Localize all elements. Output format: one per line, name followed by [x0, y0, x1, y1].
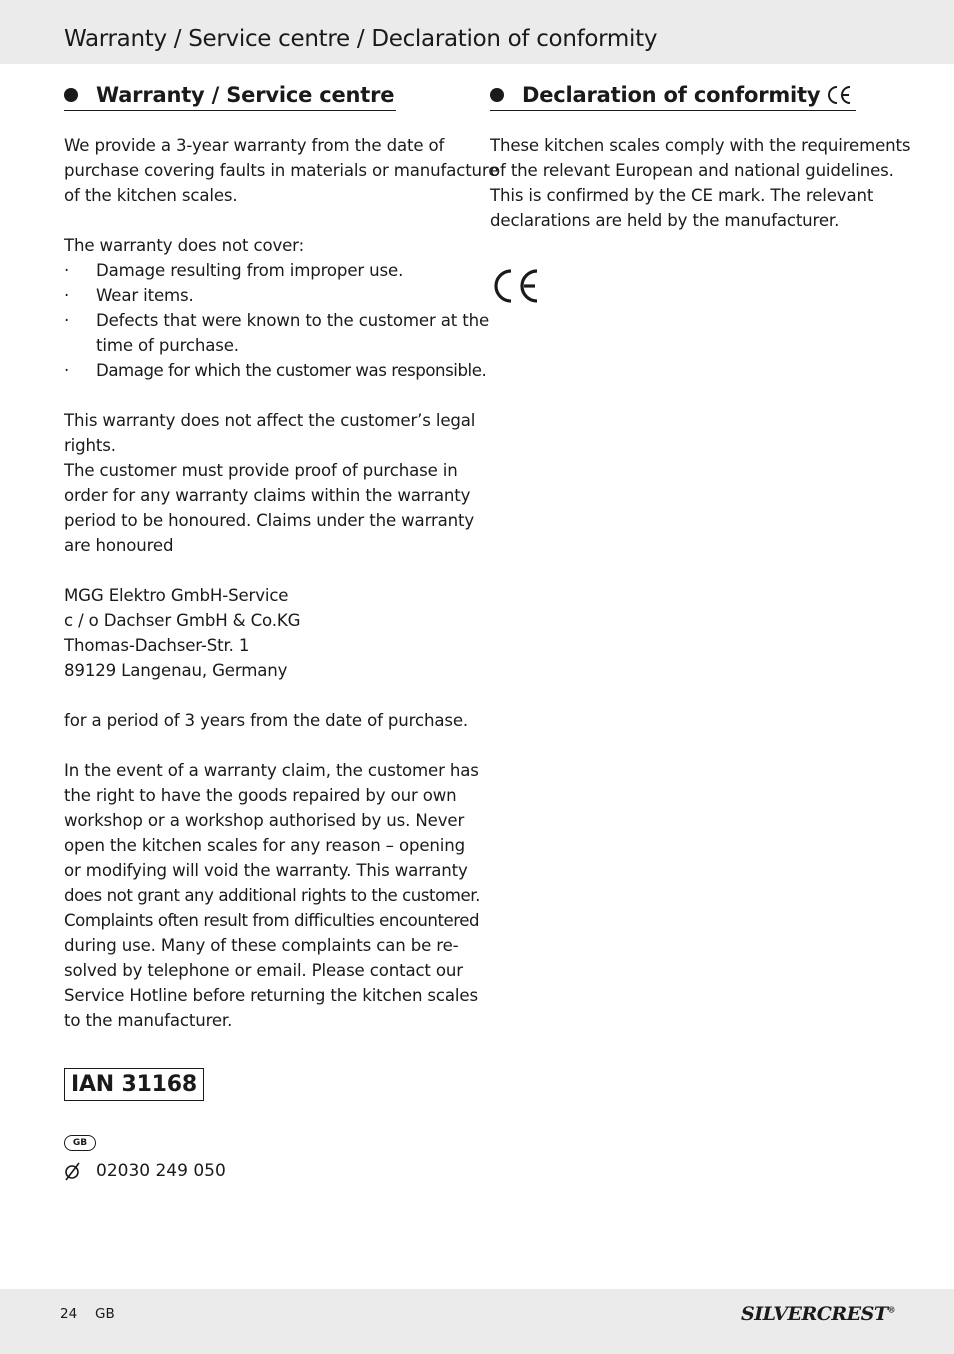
text-line: the right to have the goods repaired by our own — [64, 786, 457, 805]
country-badge: GB — [64, 1135, 96, 1151]
list-item — [64, 283, 498, 308]
warranty-heading-text: Warranty / Service centre — [96, 83, 395, 107]
text-line: Wear items. — [96, 286, 194, 305]
text-line: to the manufacturer. — [64, 1011, 233, 1030]
brand-logo — [741, 1303, 895, 1325]
warranty-heading — [64, 80, 396, 111]
text-line: This warranty does not affect the customer’s legal — [64, 411, 476, 430]
text-line: c / o Dachser GmbH & Co.KG — [64, 611, 301, 630]
ian-number-box: IAN 31168 — [64, 1068, 204, 1101]
service-address — [64, 583, 498, 683]
list-marker: · — [64, 286, 70, 305]
text-line: This is confirmed by the CE mark. The relevant — [490, 186, 874, 205]
text-line: period to be honoured. Claims under the warranty — [64, 511, 475, 530]
bullet-icon — [64, 88, 78, 102]
text-line: These kitchen scales comply with the requirements — [490, 136, 911, 155]
bullet-icon — [490, 88, 504, 102]
list-marker: · — [64, 261, 70, 280]
conformity-body — [490, 133, 910, 233]
text-line: Damage resulting from improper use. — [96, 261, 404, 280]
text-line: workshop or a workshop authorised by us. Never — [64, 811, 465, 830]
text-line: We provide a 3-year warranty from the date of — [64, 136, 445, 155]
registered-mark: ® — [887, 1304, 895, 1315]
conformity-heading — [490, 80, 856, 111]
text-line: Defects that were known to the customer at the — [96, 311, 490, 330]
text-line: during use. Many of these complaints can be re- — [64, 936, 459, 955]
text-line: of the kitchen scales. — [64, 186, 238, 205]
list-item — [64, 308, 498, 358]
text-line: open the kitchen scales for any reason – opening — [64, 836, 465, 855]
hotline-number: 02030 249 050 — [96, 1160, 226, 1181]
page-number: 24 — [60, 1306, 78, 1322]
text-line: solved by telephone or email. Please contact our — [64, 961, 463, 980]
text-line: or modifying will void the warranty. This warranty — [64, 861, 468, 880]
warranty-paragraph — [64, 133, 498, 208]
exclusions-intro: The warranty does not cover: — [64, 236, 305, 255]
text-line: In the event of a warranty claim, the customer has — [64, 761, 479, 780]
list-item — [64, 258, 498, 283]
text-line: The customer must provide proof of purchase in — [64, 461, 458, 480]
brand-name: SILVERCREST — [741, 1303, 888, 1325]
language-code: GB — [95, 1306, 115, 1322]
list-marker: · — [64, 311, 70, 330]
text-line: MGG Elektro GmbH-Service — [64, 586, 289, 605]
text-line: purchase covering faults in materials or manufacture — [64, 161, 499, 180]
conformity-heading-text: Declaration of conformity — [522, 83, 821, 107]
text-line: for a period of 3 years from the date of purchase. — [64, 711, 469, 730]
text-line: declarations are held by the manufacturer. — [490, 211, 840, 230]
warranty-paragraph — [64, 408, 498, 558]
ce-mark-icon — [826, 84, 852, 106]
page-title: Warranty / Service centre / Declaration of conformity — [64, 26, 658, 52]
text-line: Complaints often result from difficulties encountered — [64, 911, 480, 930]
phone-symbol-icon — [64, 1160, 96, 1182]
hotline-row — [64, 1158, 226, 1183]
warranty-paragraph — [64, 758, 498, 1033]
ce-mark-icon — [490, 268, 540, 304]
text-line: time of purchase. — [96, 336, 239, 355]
warranty-body — [64, 133, 498, 1033]
text-line: Damage for which the customer was responsible. — [96, 361, 487, 380]
text-line: Service Hotline before returning the kitchen scales — [64, 986, 478, 1005]
text-line: rights. — [64, 436, 116, 455]
text-line: order for any warranty claims within the warranty — [64, 486, 471, 505]
list-marker: · — [64, 361, 70, 380]
list-item — [64, 358, 498, 383]
text-line: of the relevant European and national guidelines. — [490, 161, 894, 180]
text-line: does not grant any additional rights to the customer. — [64, 886, 480, 905]
text-line: are honoured — [64, 536, 174, 555]
text-line: 89129 Langenau, Germany — [64, 661, 288, 680]
text-line: Thomas-Dachser-Str. 1 — [64, 636, 250, 655]
